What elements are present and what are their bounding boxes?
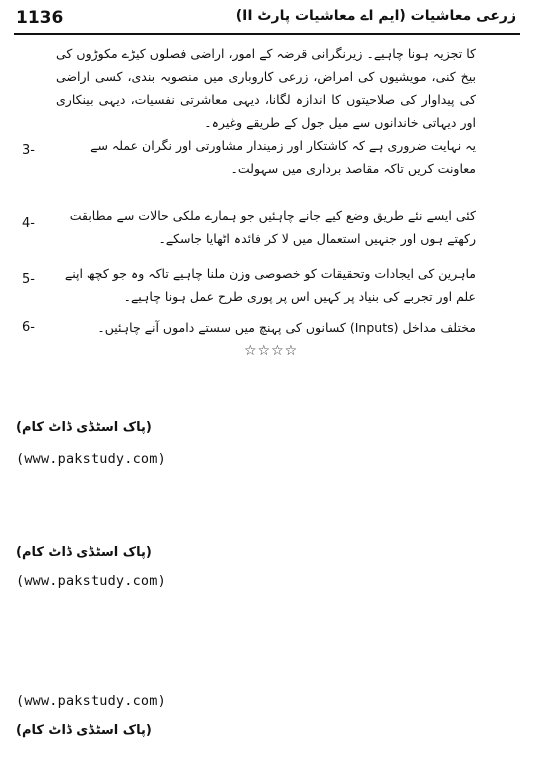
item-number: 5- bbox=[22, 272, 35, 287]
item-text: ماہرین کی ایجادات وتحقیقات کو خصوصی وزن ملنا چاہیے تاکہ وہ جو کچھ اپنے علم اور تجربے کی بنیاد پر کہیں اس پر پوری طرح عمل ہونا چاہیے۔ bbox=[64, 266, 476, 304]
end-mark-stars: ☆☆☆☆ bbox=[244, 343, 299, 359]
item-number: 4- bbox=[22, 216, 35, 231]
page-number: 1136 bbox=[16, 8, 64, 28]
item-text: مختلف مداخل (Inputs) کسانوں کی پہنچ میں سستے داموں آنے چاہئیں۔ bbox=[97, 320, 476, 335]
running-head: زرعی معاشیات (ایم اے معاشیات پارٹ II) bbox=[235, 8, 516, 24]
item-text: کئی ایسے نئے طریق وضع کیے جانے چاہئیں جو ہمارے ملکی حالات سے مطابقت رکھتے ہوں اور جنہیں استعمال میں لا کر فائدہ اٹھایا جاسکے۔ bbox=[69, 208, 476, 246]
watermark-site: (www.pakstudy.com) bbox=[16, 451, 166, 467]
watermark-brand: (پاک اسٹڈی ڈاٹ کام) bbox=[16, 420, 152, 435]
watermark-site: (www.pakstudy.com) bbox=[16, 693, 166, 709]
watermark-site: (www.pakstudy.com) bbox=[16, 573, 166, 589]
item-number: 6- bbox=[22, 320, 35, 335]
intro-paragraph: کا تجزیہ ہونا چاہیے۔ زیرنگرانی قرضہ کے امور، اراضی فصلوں کیڑے مکوڑوں کی بیخ کنی، مویشیوں کی امراض، زرعی کاروباری میں منصوبہ بندی، کسی اراضی کی پیداوار کی صلاحیتوں کا اندازہ لگانا، دیہی معاشرتی نفسیات، دیہی بینکاری اور دیہاتی خاندانوں سے میل جول کے طریقے وغیرہ۔ bbox=[56, 46, 476, 130]
header-rule bbox=[14, 33, 520, 35]
watermark-brand: (پاک اسٹڈی ڈاٹ کام) bbox=[16, 723, 152, 738]
watermark-brand: (پاک اسٹڈی ڈاٹ کام) bbox=[16, 545, 152, 560]
item-text: یہ نہایت ضروری ہے کہ کاشتکار اور زمیندار مشاورتی اور نگران عملہ سے معاونت کریں تاکہ مقاصد برداری میں سہولت۔ bbox=[90, 138, 476, 176]
item-number: 3- bbox=[22, 143, 35, 158]
